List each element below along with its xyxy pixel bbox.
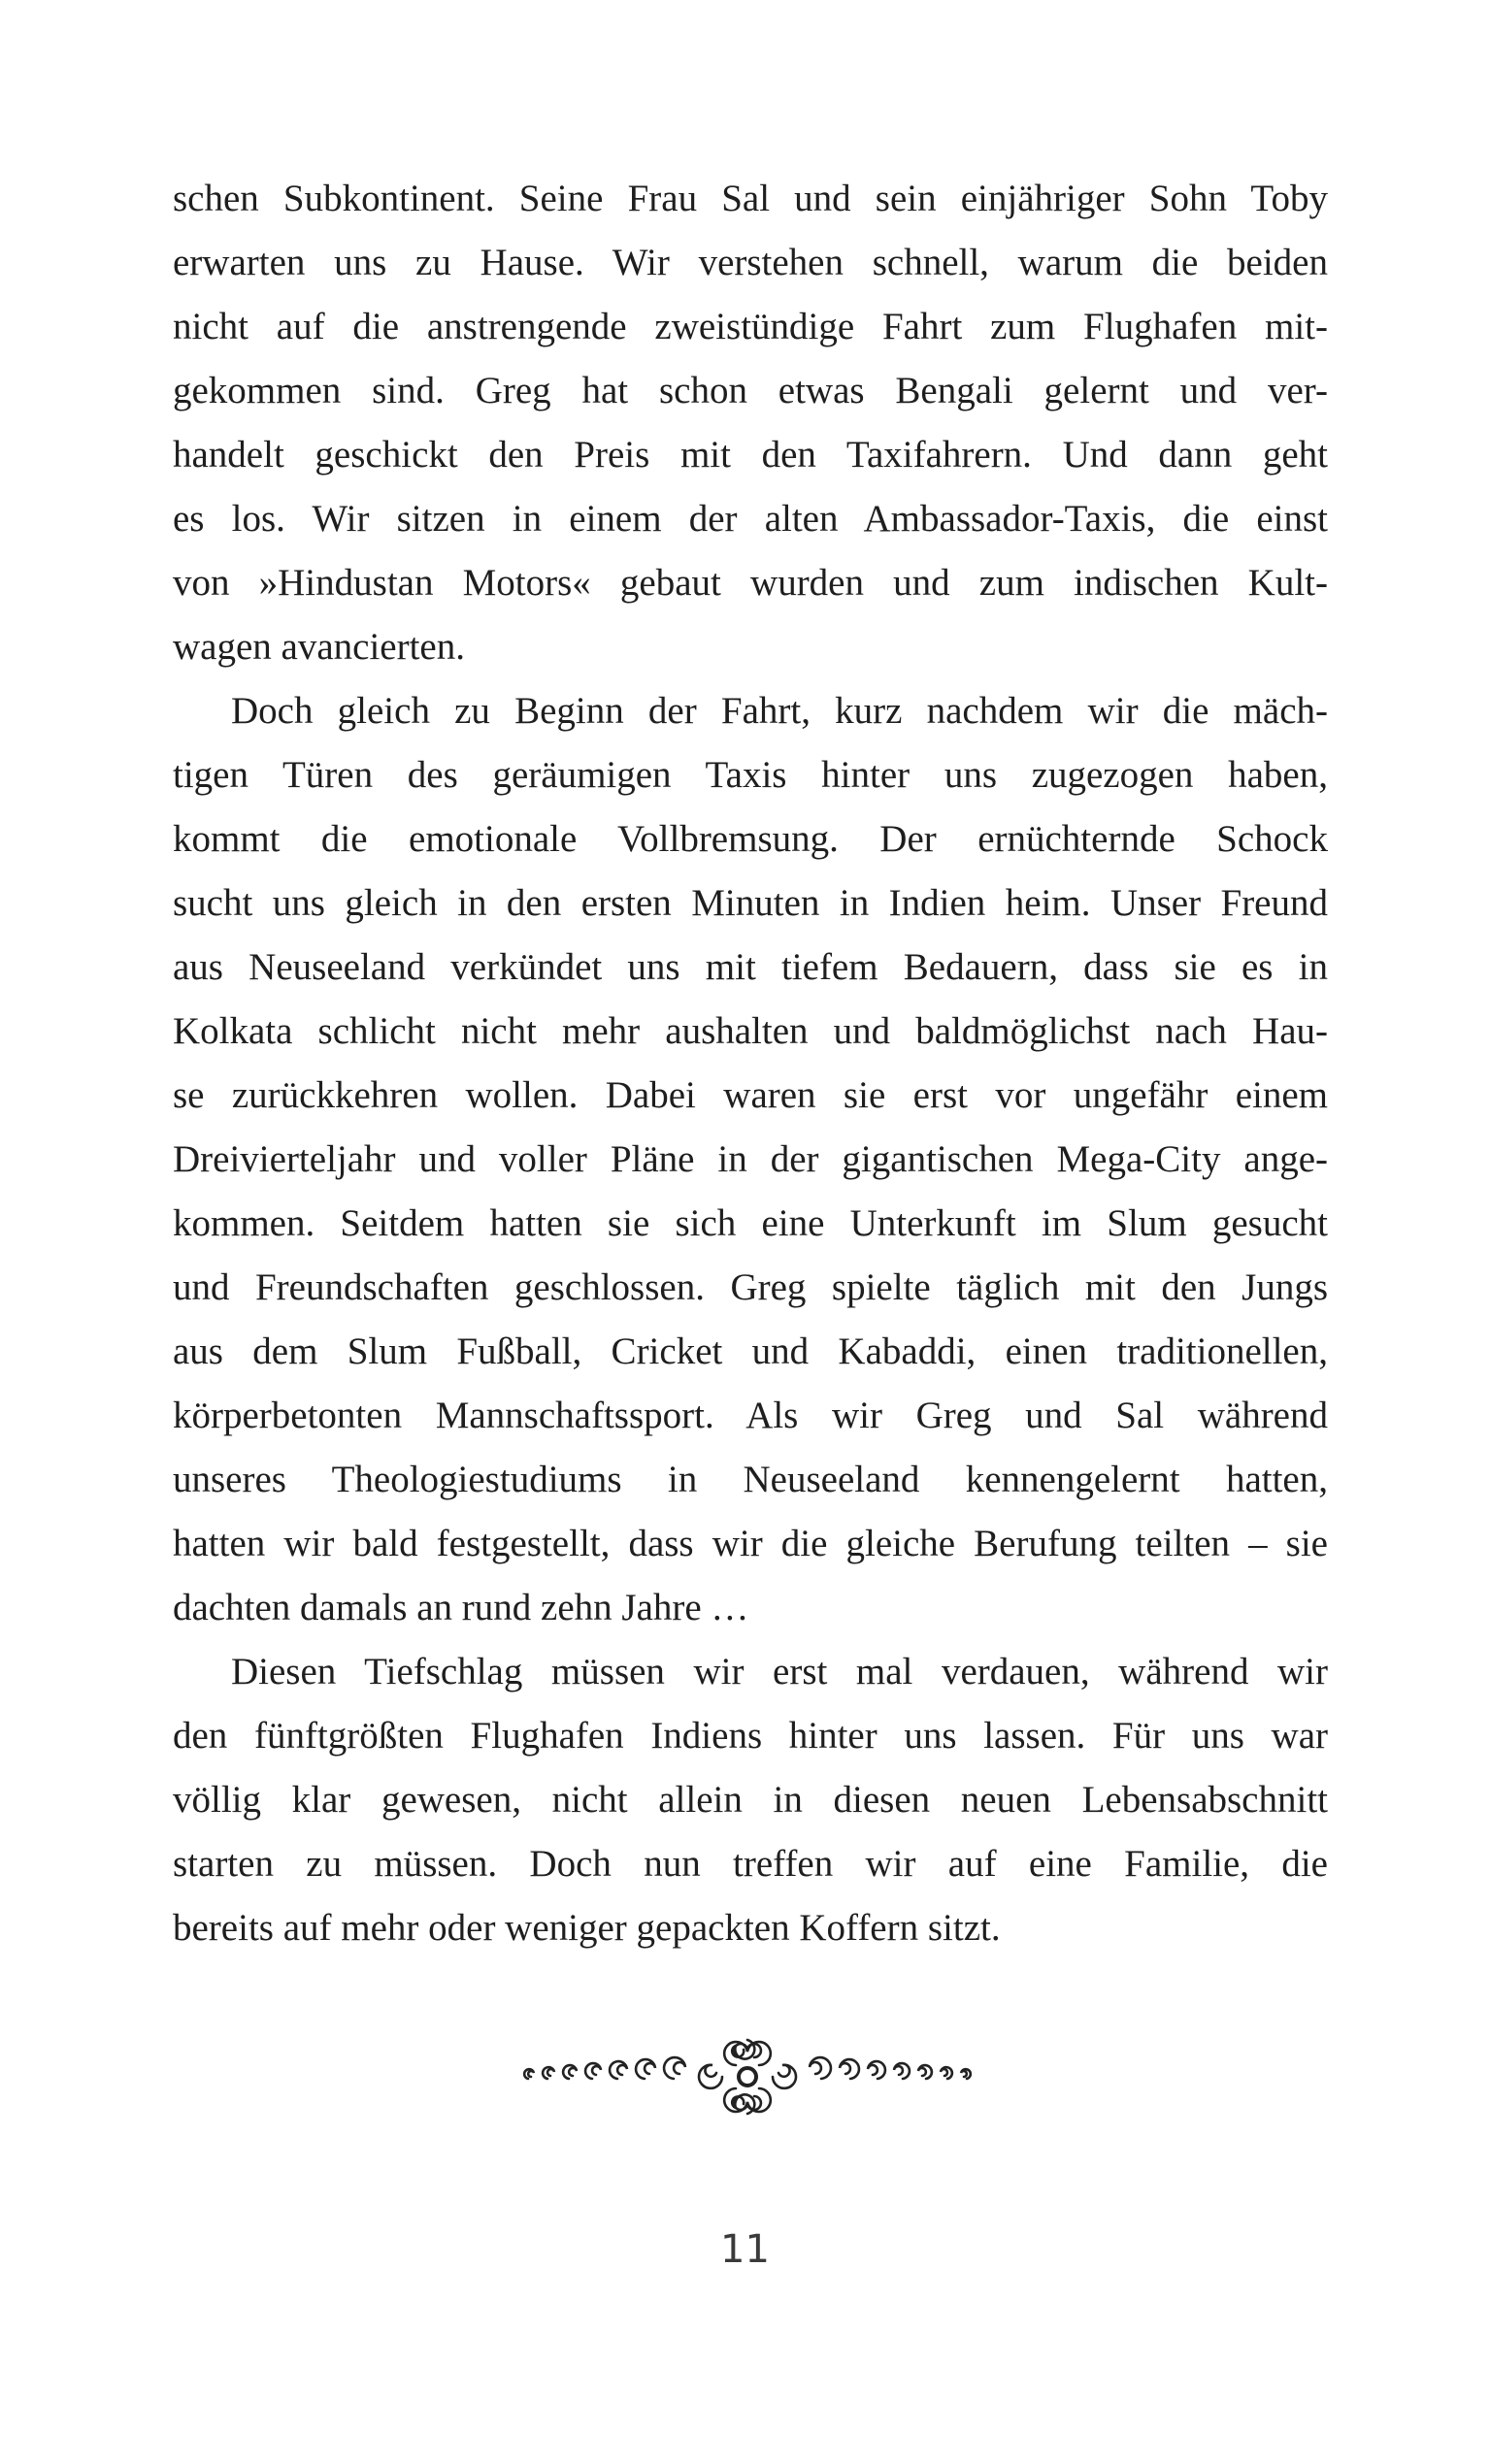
text-line: hatten wir bald festgestellt, dass wir die gleiche Berufung teilten – sie bbox=[173, 1523, 1328, 1564]
page-number: 11 bbox=[720, 2227, 770, 2272]
text-line: handelt geschickt den Preis mit den Taxifahrern. Und dann geht bbox=[173, 434, 1328, 476]
text-line: und Freundschaften geschlossen. Greg spielte täglich mit den Jungs bbox=[173, 1266, 1328, 1308]
text-line: tigen Türen des geräumigen Taxis hinter uns zugezogen haben, bbox=[173, 754, 1328, 796]
text-line: starten zu müssen. Doch nun treffen wir auf eine Familie, die bbox=[173, 1843, 1328, 1885]
text-line: se zurückkehren wollen. Dabei waren sie erst vor ungefähr einem bbox=[173, 1074, 1328, 1116]
text-line: dachten damals an rund zehn Jahre … bbox=[173, 1587, 749, 1628]
text-line: den fünftgrößten Flughafen Indiens hinter uns lassen. Für uns war bbox=[173, 1715, 1328, 1757]
text-line: sucht uns gleich in den ersten Minuten in Indien heim. Unser Freund bbox=[173, 882, 1328, 924]
text-line: Kolkata schlicht nicht mehr aushalten und baldmöglichst nach Hau- bbox=[173, 1010, 1328, 1052]
text-line: Dreivierteljahr und voller Pläne in der gigantischen Mega-City ange- bbox=[173, 1138, 1328, 1180]
text-line: gekommen sind. Greg hat schon etwas Bengali gelernt und ver- bbox=[173, 370, 1328, 411]
paragraph bbox=[173, 167, 1328, 679]
swirl-ornament-icon bbox=[514, 2019, 980, 2135]
text-line: kommt die emotionale Vollbremsung. Der ernüchternde Schock bbox=[173, 818, 1328, 860]
text-line: körperbetonten Mannschaftssport. Als wir Greg und Sal während bbox=[173, 1395, 1328, 1436]
body-text bbox=[173, 167, 1328, 1960]
text-line: von »Hindustan Motors« gebaut wurden und zum indischen Kult- bbox=[173, 562, 1328, 604]
paragraph bbox=[173, 1640, 1328, 1960]
text-line: bereits auf mehr oder weniger gepackten Koffern sitzt. bbox=[173, 1907, 1001, 1949]
text-line: Diesen Tiefschlag müssen wir erst mal verdauen, während wir bbox=[231, 1651, 1328, 1692]
text-line: erwarten uns zu Hause. Wir verstehen schnell, warum die beiden bbox=[173, 242, 1328, 283]
paragraph bbox=[173, 679, 1328, 1640]
text-line: unseres Theologiestudiums in Neuseeland kennengelernt hatten, bbox=[173, 1459, 1328, 1500]
text-line: schen Subkontinent. Seine Frau Sal und sein einjähriger Sohn Toby bbox=[173, 178, 1328, 219]
text-line: aus Neuseeland verkündet uns mit tiefem Bedauern, dass sie es in bbox=[173, 946, 1328, 988]
text-line: nicht auf die anstrengende zweistündige Fahrt zum Flughafen mit- bbox=[173, 306, 1328, 347]
text-line: es los. Wir sitzen in einem der alten Ambassador-Taxis, die einst bbox=[173, 498, 1328, 540]
text-line: aus dem Slum Fußball, Cricket und Kabaddi, einen traditionellen, bbox=[173, 1331, 1328, 1372]
text-line: kommen. Seitdem hatten sie sich eine Unterkunft im Slum gesucht bbox=[173, 1202, 1328, 1244]
text-line: völlig klar gewesen, nicht allein in diesen neuen Lebensabschnitt bbox=[173, 1779, 1328, 1821]
text-line: wagen avancierten. bbox=[173, 626, 465, 668]
text-line: Doch gleich zu Beginn der Fahrt, kurz nachdem wir die mäch- bbox=[231, 690, 1328, 732]
